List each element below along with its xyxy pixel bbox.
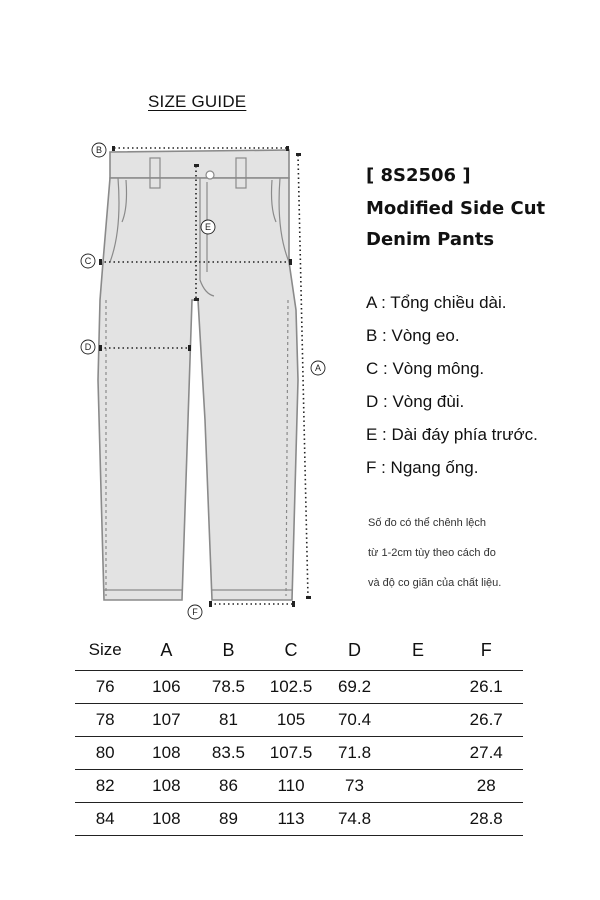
page-title: SIZE GUIDE: [148, 92, 247, 111]
note-line-3: và độ co giãn của chất liệu.: [368, 577, 502, 589]
legend-item-d: D : Vòng đùi.: [366, 392, 465, 411]
label-e-marker: [201, 220, 215, 234]
cell-size: 76: [75, 671, 135, 704]
note-line-2: từ 1-2cm tùy theo cách đo: [368, 547, 496, 559]
cell-c: 110: [260, 770, 323, 803]
legend-item-f: F : Ngang ống.: [366, 458, 479, 477]
cell-a: 107: [135, 704, 197, 737]
cell-d: 70.4: [322, 704, 386, 737]
cell-e: [387, 704, 450, 737]
cell-d: 73: [322, 770, 386, 803]
cell-c: 105: [260, 704, 323, 737]
product-name-line2: Denim Pants: [366, 229, 495, 250]
cell-b: 81: [197, 704, 259, 737]
table-row: [75, 671, 523, 704]
header-d: D: [322, 630, 386, 671]
cell-c: 113: [260, 803, 323, 836]
measurement-legend: [366, 290, 538, 488]
label-f: F: [192, 607, 198, 617]
table-header-row: [75, 630, 523, 671]
cell-f: 27.4: [449, 737, 523, 770]
cell-e: [387, 803, 450, 836]
label-f-marker: [188, 605, 202, 619]
cell-a: 108: [135, 770, 197, 803]
measurement-note: [368, 508, 501, 598]
cell-e: [387, 671, 450, 704]
cell-size: 84: [75, 803, 135, 836]
legend-item-c: C : Vòng mông.: [366, 359, 485, 378]
header-c: C: [260, 630, 323, 671]
cell-f: 28.8: [449, 803, 523, 836]
cell-e: [387, 770, 450, 803]
cell-c: 102.5: [260, 671, 323, 704]
button-icon: [206, 171, 214, 179]
label-e: E: [204, 222, 212, 232]
cell-a: 106: [135, 671, 197, 704]
header-size: Size: [75, 630, 135, 671]
cell-size: 82: [75, 770, 135, 803]
table-row: [75, 770, 523, 803]
header-e: E: [387, 630, 450, 671]
label-b: B: [95, 145, 103, 155]
cell-f: 28: [449, 770, 523, 803]
cell-size: 78: [75, 704, 135, 737]
label-c-marker: [81, 254, 95, 268]
header-b: B: [197, 630, 259, 671]
label-a-marker: [311, 361, 325, 375]
size-table: [75, 630, 523, 836]
label-a: A: [314, 363, 322, 373]
cell-a: 108: [135, 803, 197, 836]
cell-b: 78.5: [197, 671, 259, 704]
cell-size: 80: [75, 737, 135, 770]
cell-e: [387, 737, 450, 770]
note-line-1: Số đo có thể chênh lệch: [368, 517, 487, 529]
cell-d: 69.2: [322, 671, 386, 704]
legend-item-b: B : Vòng eo.: [366, 326, 460, 345]
label-b-marker: [92, 143, 106, 157]
cell-b: 83.5: [197, 737, 259, 770]
table-row: [75, 737, 523, 770]
cell-d: 74.8: [322, 803, 386, 836]
cell-b: 89: [197, 803, 259, 836]
header-a: A: [135, 630, 197, 671]
label-d: D: [84, 342, 92, 352]
cell-d: 71.8: [322, 737, 386, 770]
product-name-line1: Modified Side Cut: [366, 198, 546, 219]
legend-item-e: E : Dài đáy phía trước.: [366, 425, 538, 444]
cell-b: 86: [197, 770, 259, 803]
cell-c: 107.5: [260, 737, 323, 770]
legend-item-a: A : Tổng chiều dài.: [366, 293, 507, 312]
pants-illustration: [98, 150, 298, 600]
header-f: F: [449, 630, 523, 671]
table-row: [75, 803, 523, 836]
cell-a: 108: [135, 737, 197, 770]
measure-line-a: [298, 155, 308, 598]
cell-f: 26.7: [449, 704, 523, 737]
label-d-marker: [81, 340, 95, 354]
table-row: [75, 704, 523, 737]
cell-f: 26.1: [449, 671, 523, 704]
label-c: C: [84, 256, 92, 266]
product-code: [ 8S2506 ]: [366, 165, 471, 186]
